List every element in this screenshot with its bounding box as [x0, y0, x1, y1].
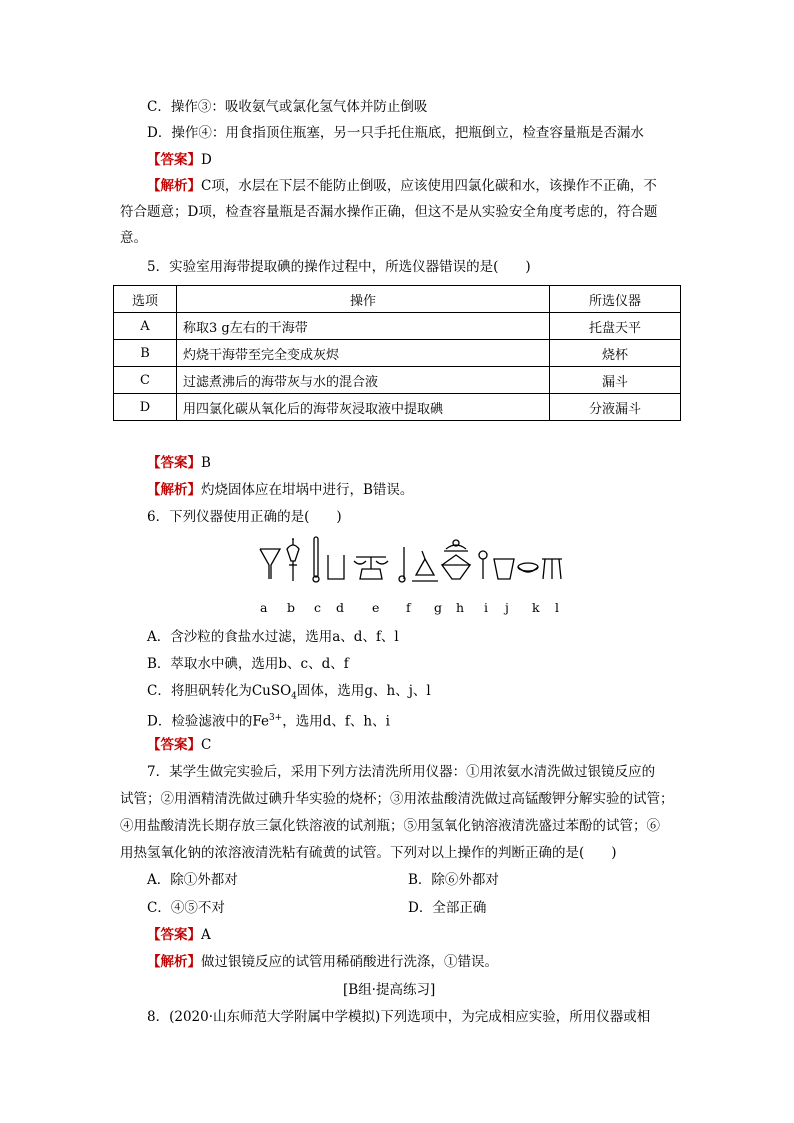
glass-rod-icon: [399, 547, 405, 582]
beaker-icon: [328, 555, 344, 579]
table-cell: 漏斗: [550, 367, 681, 394]
explanation-7: [147, 952, 498, 972]
figure-label: a: [260, 600, 268, 615]
balance-icon: [354, 557, 388, 579]
table-cell: 用四氯化碳从氧化后的海带灰浸取液中提取碘: [177, 394, 550, 421]
answer-7: [147, 925, 211, 945]
option-text: 固体，选用g、h、j、l: [296, 683, 431, 699]
superscript: 3+: [268, 713, 283, 723]
figure-label: c: [314, 600, 322, 615]
crucible-icon: [442, 540, 470, 579]
answer-5: [147, 453, 211, 473]
answer-4: [147, 150, 212, 170]
option-d-line: D．操作④：用食指顶住瓶塞，另一只手托住瓶底，把瓶倒立，检查容量瓶是否漏水: [147, 125, 644, 141]
figure-label: l: [555, 600, 559, 615]
explanation-text: C项，水层在下层不能防止倒吸，应该使用四氯化碳和水，该操作不正确，不: [201, 178, 657, 194]
figure-label: j: [505, 600, 509, 615]
options-table: [113, 285, 681, 421]
answer-label: 【答案】: [147, 455, 201, 471]
answer-value: B: [201, 455, 211, 471]
question-8: 8．(2020·山东师范大学附属中学模拟)下列选项中，为完成相应实验，所用仪器或相: [147, 1009, 651, 1025]
question-6-option-d: [147, 708, 390, 732]
figure-label: h: [456, 600, 465, 615]
table-header-row: [114, 286, 681, 313]
table-cell: 过滤煮沸后的海带灰与水的混合液: [177, 367, 550, 394]
answer-label: 【答案】: [147, 927, 201, 943]
explanation-5: [147, 480, 413, 500]
question-6-option-c: [147, 681, 431, 707]
tripod-icon: [542, 559, 562, 579]
explanation-4-line2: 符合题意；D项，检查容量瓶是否漏水操作正确，但这不是从实验安全角度考虑的，符合题: [120, 204, 658, 220]
table-row: [114, 367, 681, 394]
figure-label: f: [406, 600, 411, 615]
answer-value: A: [201, 927, 211, 943]
table-header: 操作: [177, 286, 550, 313]
table-cell: 烧杯: [550, 340, 681, 367]
option-text: D．检验滤液中的Fe: [147, 713, 269, 730]
question-7-option-b: B．除⑥外都对: [408, 872, 499, 888]
table-cell: 灼烧干海带至完全变成灰烬: [177, 340, 550, 367]
explanation-label: 【解析】: [147, 482, 201, 498]
table-cell: B: [114, 340, 177, 367]
table-cell: D: [114, 394, 177, 421]
table-cell: 分液漏斗: [550, 394, 681, 421]
table-cell: A: [114, 313, 177, 340]
question-5: 5．实验室用海带提取碘的操作过程中，所选仪器错误的是( ): [147, 259, 531, 275]
option-text: ，选用d、f、h、i: [282, 713, 390, 730]
table-cell: 称取3 g左右的干海带: [177, 313, 550, 340]
explanation-text: 做过银镜反应的试管用稀硝酸进行洗涤，①错误。: [201, 954, 498, 970]
table-row: [114, 313, 681, 340]
question-7-line1: 7．某学生做完实验后，采用下列方法清洗所用仪器：①用浓氨水清洗做过银镜反应的: [147, 764, 656, 780]
question-6-option-b: B．萃取水中碘，选用b、c、d、f: [147, 656, 349, 672]
section-heading: [B组·提高练习]: [343, 982, 436, 998]
figure-label: e: [372, 600, 380, 615]
separatory-funnel-icon: [287, 539, 299, 581]
figure-label: i: [484, 600, 488, 615]
table-header: 选项: [114, 286, 177, 313]
question-6-option-a: A．含沙粒的食盐水过滤，选用a、d、f、l: [147, 629, 399, 645]
option-c-line: C．操作③：吸收氨气或氯化氢气体并防止倒吸: [147, 99, 428, 115]
table-row: [114, 394, 681, 421]
explanation-label: 【解析】: [147, 954, 201, 970]
bowl-crucible-icon: [494, 559, 514, 579]
answer-label: 【答案】: [147, 737, 201, 753]
table-row: [114, 340, 681, 367]
explanation-4-line3: 意。: [120, 230, 147, 246]
subscript: 4: [291, 691, 297, 702]
option-text: C．将胆矾转化为CuSO: [147, 683, 292, 699]
figure-label: d: [336, 600, 345, 615]
figure-label: b: [287, 600, 296, 615]
answer-6: [147, 735, 211, 755]
funnel-icon: [260, 549, 280, 579]
evaporating-dish-icon: [518, 563, 538, 572]
figure-label: g: [434, 600, 443, 615]
answer-label: 【答案】: [147, 152, 201, 168]
question-7-option-a: A．除①外都对: [147, 872, 238, 888]
explanation-4-line1: [147, 176, 657, 196]
table-header: 所选仪器: [550, 286, 681, 313]
answer-value: D: [201, 152, 212, 168]
question-7-option-d: D．全部正确: [408, 900, 487, 916]
answer-value: C: [201, 737, 212, 753]
question-7-line3: ④用盐酸清洗长期存放三氯化铁溶液的试剂瓶；⑤用氢氧化钠溶液清洗盛过苯酚的试管；⑥: [120, 818, 660, 834]
figure-label: k: [532, 600, 540, 615]
explanation-label: 【解析】: [147, 178, 201, 194]
dropper-icon: [479, 551, 487, 579]
explanation-text: 灼烧固体应在坩埚中进行，B错误。: [201, 482, 414, 498]
table-cell: 托盘天平: [550, 313, 681, 340]
clay-triangle-icon: [412, 551, 438, 581]
question-7-line2: 试管；②用酒精清洗做过碘升华实验的烧杯；③用浓盐酸清洗做过高锰酸钾分解实验的试管；: [120, 791, 674, 807]
question-7-option-c: C．④⑤不对: [147, 900, 225, 916]
question-6: 6．下列仪器使用正确的是( ): [147, 509, 342, 525]
question-7-line4: 用热氢氧化钠的浓溶液清洗粘有硫黄的试管。下列对以上操作的判断正确的是( ): [120, 845, 617, 861]
thermometer-icon: [313, 537, 319, 582]
apparatus-figure: [256, 535, 566, 585]
table-cell: C: [114, 367, 177, 394]
